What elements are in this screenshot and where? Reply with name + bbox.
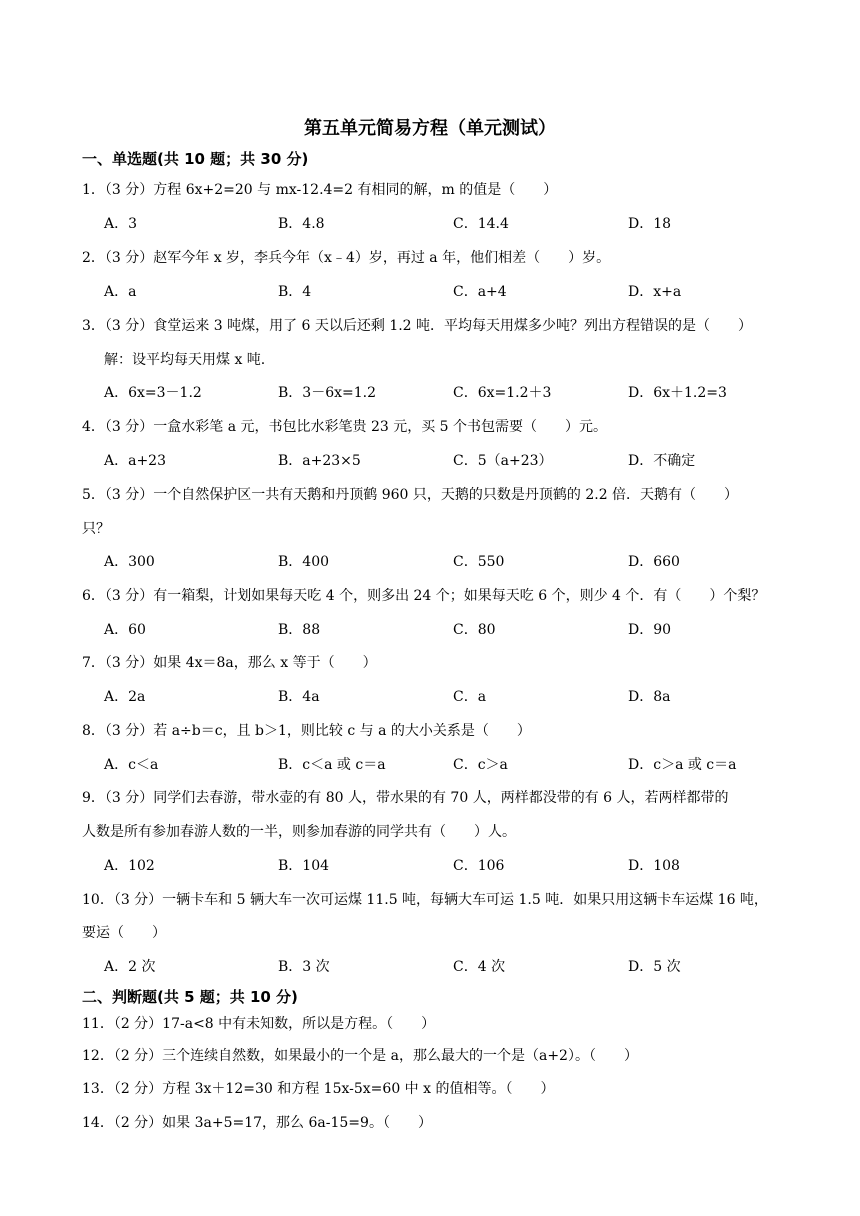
option-a: A．2a [104,689,146,705]
option-a: A．102 [104,858,155,874]
question-text-continued: 只？ [82,521,110,537]
option-b: B．3－6x=1.2 [278,385,376,401]
option-d: D．108 [628,858,680,874]
section-heading-true-false: 二、判断题(共 5 题；共 10 分) [82,988,298,1006]
option-b: B．c＜a 或 c＝a [278,757,386,773]
option-b: B．4.8 [278,216,325,232]
option-c: C．14.4 [453,216,509,232]
question-text: 8．（3 分）若 a÷b＝c，且 b＞1，则比较 c 与 a 的大小关系是（ ） [82,723,531,739]
option-d: D．5 次 [628,959,681,975]
judgment-question: 11．（2 分）17-a<8 中有未知数，所以是方程。（ ） [82,1016,436,1032]
question-text: 1．（3 分）方程 6x+2=20 与 mx-12.4=2 有相同的解，m 的值是（ ） [82,182,558,198]
question-text: 7．（3 分）如果 4x＝8a，那么 x 等于（ ） [82,655,377,671]
option-c: C．80 [453,622,496,638]
option-b: B．400 [278,554,330,570]
option-b: B．4a [278,689,320,705]
option-a: A．2 次 [104,959,156,975]
option-d: D．660 [628,554,680,570]
question-text-continued: 解：设平均每天用煤 x 吨. [104,352,266,368]
question-text: 9．（3 分）同学们去春游，带水壶的有 80 人，带水果的有 70 人，两样都没带的有 6 人，若两样都带的 [82,790,729,806]
option-c: C．a+4 [453,284,507,300]
option-d: D．8a [628,689,671,705]
option-b: B．3 次 [278,959,330,975]
judgment-question: 14．（2 分）如果 3a+5=17，那么 6a-15=9。（ ） [82,1115,432,1131]
question-text-continued: 要运（ ） [82,925,166,941]
option-b: B．104 [278,858,330,874]
question-text: 2．（3 分）赵军今年 x 岁，李兵今年（x﹣4）岁，再过 a 年，他们相差（ ）岁。 [82,250,611,266]
option-d: D．c＞a 或 c＝a [628,757,737,773]
option-b: B．4 [278,284,312,300]
option-b: B．a+23×5 [278,453,361,469]
option-c: C．c＞a [453,757,508,773]
option-c: C．106 [453,858,505,874]
question-text: 5．（3 分）一个自然保护区一共有天鹅和丹顶鹤 960 只，天鹅的只数是丹顶鹤的 2.2 倍．天鹅有（ ） [82,487,739,503]
section-heading-single-choice: 一、单选题(共 10 题；共 30 分) [82,150,309,168]
option-a: A．a+23 [104,453,167,469]
question-text: 3．（3 分）食堂运来 3 吨煤，用了 6 天以后还剩 1.2 吨．平均每天用煤多少吨？列出方程错误的是（ ） [82,318,753,334]
judgment-question: 13．（2 分）方程 3x＋12=30 和方程 15x-5x=60 中 x 的值相等。（ ） [82,1081,555,1097]
question-text: 10．（3 分）一辆卡车和 5 辆大车一次可运煤 11.5 吨，每辆大车可运 1.5 吨．如果只用这辆卡车运煤 16 吨， [82,892,768,908]
option-a: A．60 [104,622,146,638]
question-text: 4．（3 分）一盒水彩笔 a 元，书包比水彩笔贵 23 元，买 5 个书包需要（ ）元。 [82,419,608,435]
option-d: D．不确定 [628,453,696,469]
question-text: 6．（3 分）有一箱梨，计划如果每天吃 4 个，则多出 24 个；如果每天吃 6 个，则少 4 个．有（ ）个梨？ [82,588,766,604]
page-title: 第五单元简易方程（单元测试） [304,118,556,139]
option-a: A．a [104,284,137,300]
option-d: D．6x＋1.2=3 [628,385,727,401]
question-text-continued: 人数是所有参加春游人数的一半，则参加春游的同学共有（ ）人。 [82,824,516,840]
option-d: D．90 [628,622,672,638]
option-d: D．x+a [628,284,682,300]
option-a: A．3 [104,216,138,232]
option-a: A．300 [104,554,155,570]
option-d: D．18 [628,216,672,232]
option-c: C．5（a+23） [453,453,553,469]
option-a: A．6x=3－1.2 [104,385,202,401]
option-c: C．4 次 [453,959,506,975]
option-c: C．6x=1.2＋3 [453,385,552,401]
option-c: C．a [453,689,487,705]
option-b: B．88 [278,622,321,638]
judgment-question: 12．（2 分）三个连续自然数，如果最小的一个是 a，那么最大的一个是（a+2）。（ ） [82,1048,638,1064]
option-a: A．c＜a [104,757,159,773]
option-c: C．550 [453,554,505,570]
